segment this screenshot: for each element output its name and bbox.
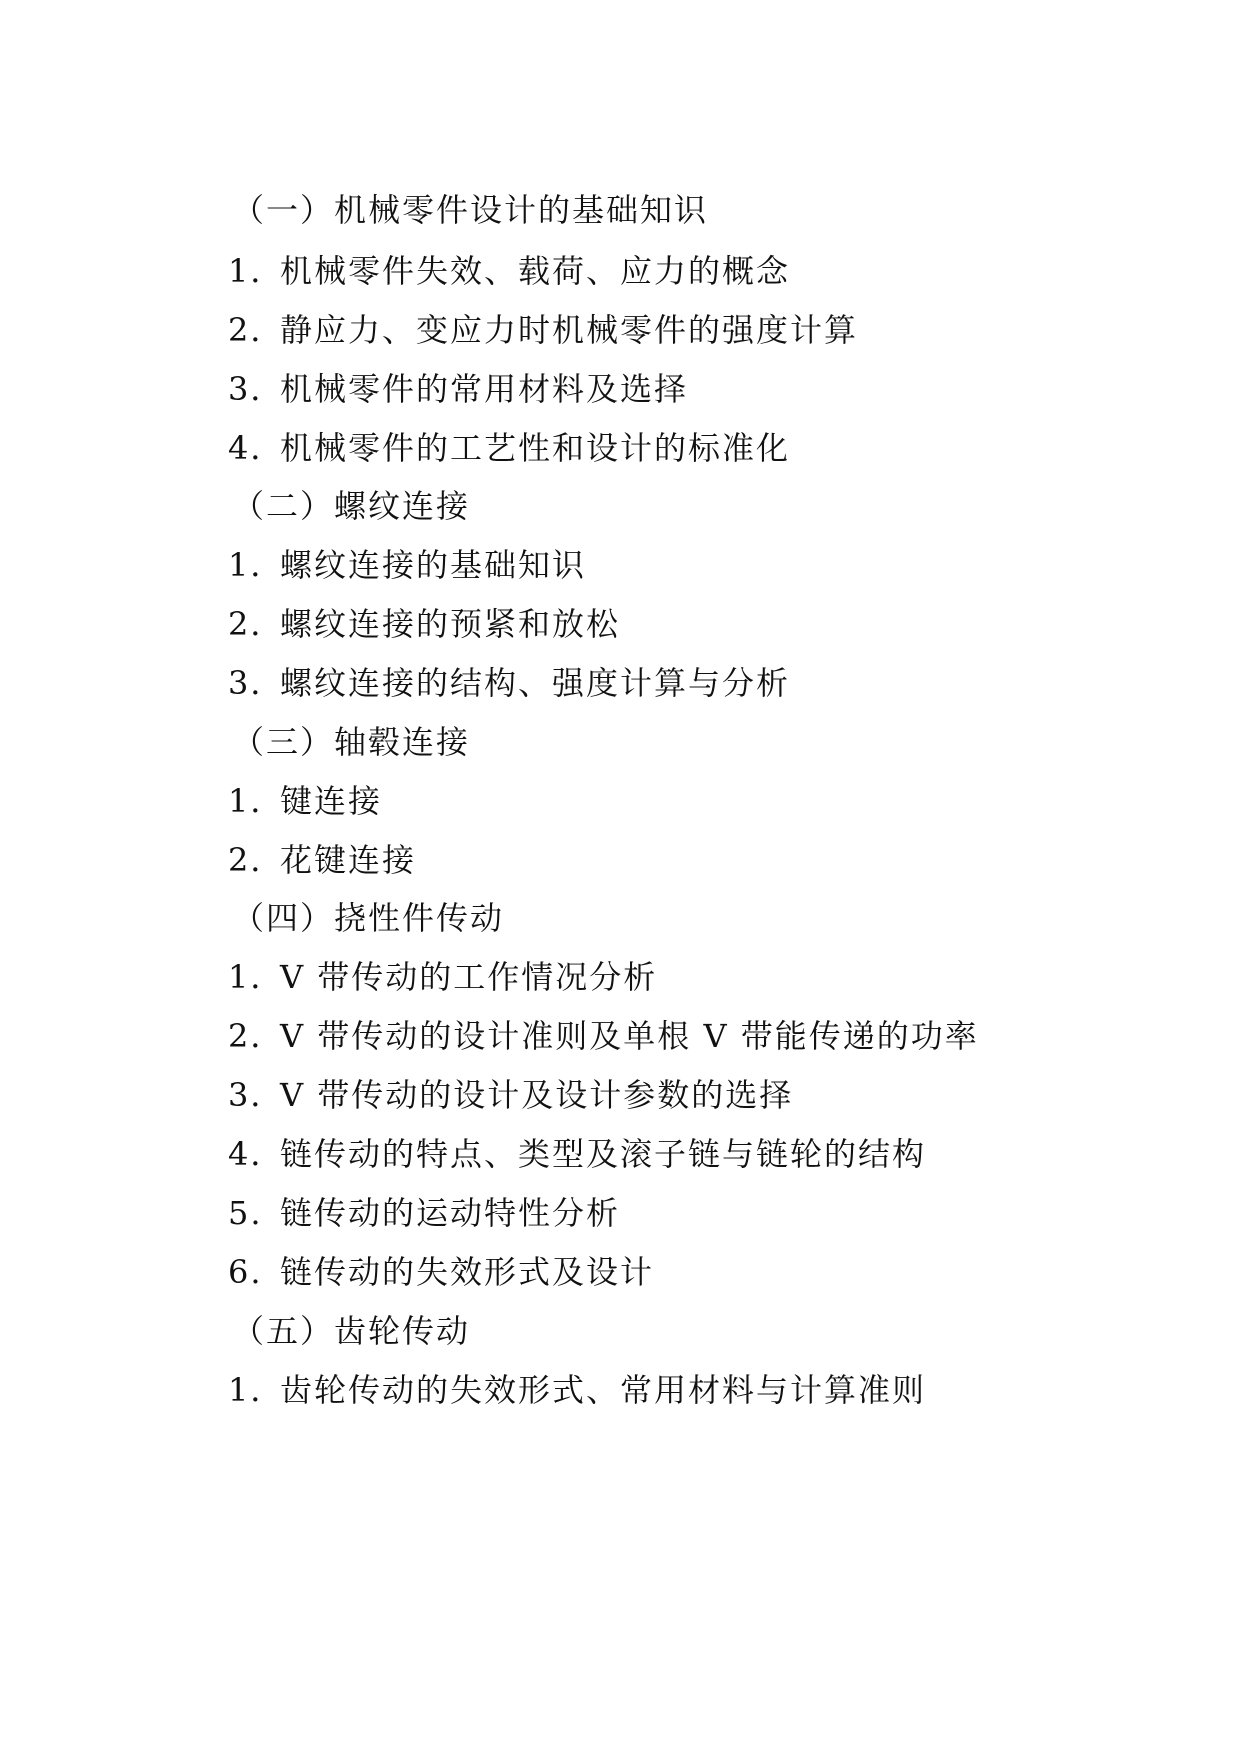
list-item: 2．花键连接 bbox=[228, 841, 417, 879]
list-item: 1．齿轮传动的失效形式、常用材料与计算准则 bbox=[228, 1371, 927, 1409]
list-item: 5. 链传动的运动特性分析 bbox=[228, 1194, 621, 1232]
section-heading-1: （一）机械零件设计的基础知识 bbox=[232, 191, 709, 229]
list-item: 4．链传动的特点、类型及滚子链与链轮的结构 bbox=[228, 1135, 927, 1173]
list-item: 1．机械零件失效、载荷、应力的概念 bbox=[228, 252, 791, 290]
list-item: 2．静应力、变应力时机械零件的强度计算 bbox=[228, 311, 859, 349]
section-heading-3: （三）轴毂连接 bbox=[232, 723, 471, 761]
list-item: 3．V 带传动的设计及设计参数的选择 bbox=[228, 1076, 794, 1114]
section-heading-2: （二）螺纹连接 bbox=[232, 487, 471, 525]
list-item: 3．螺纹连接的结构、强度计算与分析 bbox=[228, 664, 791, 702]
list-item: 1．螺纹连接的基础知识 bbox=[228, 546, 587, 584]
list-item: 2．V 带传动的设计准则及单根 V 带能传递的功率 bbox=[228, 1017, 979, 1055]
list-item: 2．螺纹连接的预紧和放松 bbox=[228, 605, 621, 643]
section-heading-4: （四）挠性件传动 bbox=[232, 899, 505, 937]
list-item: 6. 链传动的失效形式及设计 bbox=[228, 1253, 655, 1291]
list-item: 4．机械零件的工艺性和设计的标准化 bbox=[228, 429, 791, 467]
list-item: 1．键连接 bbox=[228, 782, 383, 820]
list-item: 3．机械零件的常用材料及选择 bbox=[228, 370, 689, 408]
section-heading-5: （五）齿轮传动 bbox=[232, 1312, 471, 1350]
list-item: 1．V 带传动的工作情况分析 bbox=[228, 958, 658, 996]
